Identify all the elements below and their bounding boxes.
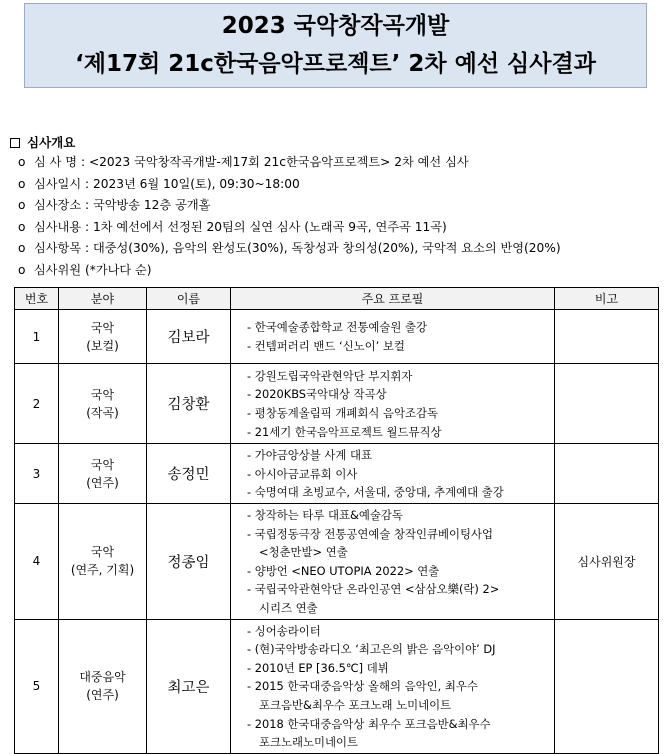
header-note: 비고 xyxy=(555,288,659,310)
header-profile: 주요 프로필 xyxy=(231,288,555,310)
info-label: 심 사 명 xyxy=(34,155,78,169)
row-note xyxy=(555,310,659,364)
info-item: o 심사내용 : 1차 예선에서 선정된 20팀의 실연 심사 (노래곡 9곡, 연주곡 11곡) xyxy=(18,217,658,239)
row-note: 심사위원장 xyxy=(555,504,659,620)
table-row xyxy=(15,364,659,444)
field-sub: (연주, 기획) xyxy=(70,563,135,578)
row-profile xyxy=(231,504,555,620)
profile-line: - 강원도립국악관현악단 부지휘자 xyxy=(247,368,413,383)
info-label: 심사일시 xyxy=(34,176,82,191)
info-value: <2023 국악창작곡개발-제17회 21c한국음악프로젝트> 2차 예선 심사 xyxy=(88,155,469,169)
row-profile xyxy=(231,364,555,444)
row-num: 5 xyxy=(15,619,59,753)
table-row xyxy=(15,444,659,504)
circle-bullet-icon: o xyxy=(18,219,26,234)
info-label: 심사장소 xyxy=(34,198,82,212)
field-main: 국악 xyxy=(90,457,115,472)
info-value: 1차 예선에서 선정된 20팀의 실연 심사 (노래곡 9곡, 연주곡 11곡) xyxy=(92,219,447,234)
profile-line: - (현)국악방송라디오 ‘최고은의 밝은 음악이야’ DJ xyxy=(247,642,496,657)
row-name: 송정민 xyxy=(147,444,231,504)
info-item: o 심사일시 : 2023년 6월 10일(토), 09:30~18:00 xyxy=(18,174,658,196)
row-field xyxy=(59,310,147,364)
row-note xyxy=(555,444,659,504)
row-field xyxy=(59,444,147,504)
row-profile xyxy=(231,310,555,364)
row-num: 2 xyxy=(15,364,59,444)
circle-bullet-icon: o xyxy=(18,176,26,191)
profile-line: - 2020KBS국악대상 작곡상 xyxy=(247,387,387,402)
title-line-2: ‘제17회 21c한국음악프로젝트’ 2차 예선 심사결과 xyxy=(75,51,596,77)
row-note xyxy=(555,619,659,753)
row-name: 김창환 xyxy=(147,364,231,444)
field-main: 국악 xyxy=(90,545,115,560)
profile-line: - 한국예술종합학교 전통예술원 출강 xyxy=(247,320,428,335)
field-main: 국악 xyxy=(90,320,115,335)
section-heading xyxy=(10,133,75,151)
profile-line: - 양방언 <NEO UTOPIA 2022> 연출 xyxy=(247,563,440,578)
info-item: o 심 사 명 : <2023 국악창작곡개발-제17회 21c한국음악프로젝트> 2차 예선 심사 xyxy=(18,152,658,174)
title-banner xyxy=(24,3,647,88)
info-value: 2023년 6월 10일(토), 09:30~18:00 xyxy=(92,176,300,191)
info-value: (*가나다 순) xyxy=(84,262,152,277)
info-value: 국악방송 12층 공개홀 xyxy=(92,198,211,212)
profile-line: - 창작하는 타루 대표&예술감독 xyxy=(247,508,403,522)
header-num: 번호 xyxy=(15,288,59,310)
row-field xyxy=(59,619,147,753)
title-line-1: 2023 국악창작곡개발 xyxy=(221,13,450,39)
profile-line: 포크노래노미네이트 xyxy=(259,735,359,750)
profile-line: <청춘만발> 연출 xyxy=(259,545,348,560)
circle-bullet-icon: o xyxy=(18,155,26,169)
row-num: 3 xyxy=(15,444,59,504)
row-name: 정종임 xyxy=(147,504,231,620)
row-field xyxy=(59,504,147,620)
field-sub: (작곡) xyxy=(86,405,119,420)
header-name: 이름 xyxy=(147,288,231,310)
info-value: 대중성(30%), 음악의 완성도(30%), 독창성과 창의성(20%), 국악적 요소의 반영(20%) xyxy=(92,241,561,255)
info-list xyxy=(18,152,658,281)
judges-table xyxy=(14,287,659,754)
row-profile xyxy=(231,444,555,504)
header-field: 분야 xyxy=(59,288,147,310)
info-label: 심사내용 xyxy=(34,219,82,234)
info-label: 심사항목 xyxy=(34,241,82,255)
field-sub: (연주) xyxy=(86,475,119,490)
profile-line: - 컨템퍼러리 밴드 ‘신노이’ 보컬 xyxy=(247,339,405,353)
profile-line: - 아시아금교류회 이사 xyxy=(247,466,358,481)
circle-bullet-icon: o xyxy=(18,241,26,255)
info-item: o 심사장소 : 국악방송 12층 공개홀 xyxy=(18,195,658,217)
section-heading-text: 심사개요 xyxy=(27,135,76,150)
row-num: 1 xyxy=(15,310,59,364)
row-name: 김보라 xyxy=(147,310,231,364)
profile-line: - 국립국악관현악단 온라인공연 <삼삼오樂(락) 2> xyxy=(247,582,500,597)
profile-line: - 가야금앙상블 사계 대표 xyxy=(247,448,373,463)
info-label: 심사위원 xyxy=(34,262,82,277)
row-field xyxy=(59,364,147,444)
circle-bullet-icon: o xyxy=(18,262,26,277)
profile-line: - 2015 한국대중음악상 올해의 음악인, 최우수 xyxy=(247,679,478,694)
circle-bullet-icon: o xyxy=(18,198,26,212)
profile-line: - 2018 한국대중음악상 최우수 포크음반&최우수 xyxy=(247,716,491,731)
profile-line: - 평창동계올림픽 개폐회식 음악조감독 xyxy=(247,406,439,420)
profile-line: - 21세기 한국음악프로젝트 월드뮤직상 xyxy=(247,424,442,439)
field-sub: (보컬) xyxy=(86,338,119,353)
table-row xyxy=(15,504,659,620)
table-row xyxy=(15,619,659,753)
info-item xyxy=(18,260,658,282)
table-row xyxy=(15,310,659,364)
row-name: 최고은 xyxy=(147,619,231,753)
field-main: 국악 xyxy=(90,387,115,402)
row-profile xyxy=(231,619,555,753)
profile-line: 포크음반&최우수 포크노래 노미네이트 xyxy=(259,697,452,712)
profile-line: 시리즈 연출 xyxy=(259,600,318,615)
square-bullet-icon xyxy=(10,138,20,148)
profile-line: - 싱어송라이터 xyxy=(247,623,321,638)
profile-line: - 2010년 EP [36.5℃] 데뷔 xyxy=(247,660,389,675)
row-note xyxy=(555,364,659,444)
profile-line: - 숙명여대 초빙교수, 서울대, 중앙대, 추계예대 출강 xyxy=(247,485,504,500)
profile-line: - 국립정동극장 전통공연예술 창작인큐베이팅사업 xyxy=(247,526,494,541)
field-sub: (연주) xyxy=(86,688,119,703)
row-num: 4 xyxy=(15,504,59,620)
field-main: 대중음악 xyxy=(79,670,126,685)
table-header-row xyxy=(15,288,659,310)
info-item: o 심사항목 : 대중성(30%), 음악의 완성도(30%), 독창성과 창의성(20%), 국악적 요소의 반영(20%) xyxy=(18,238,658,260)
